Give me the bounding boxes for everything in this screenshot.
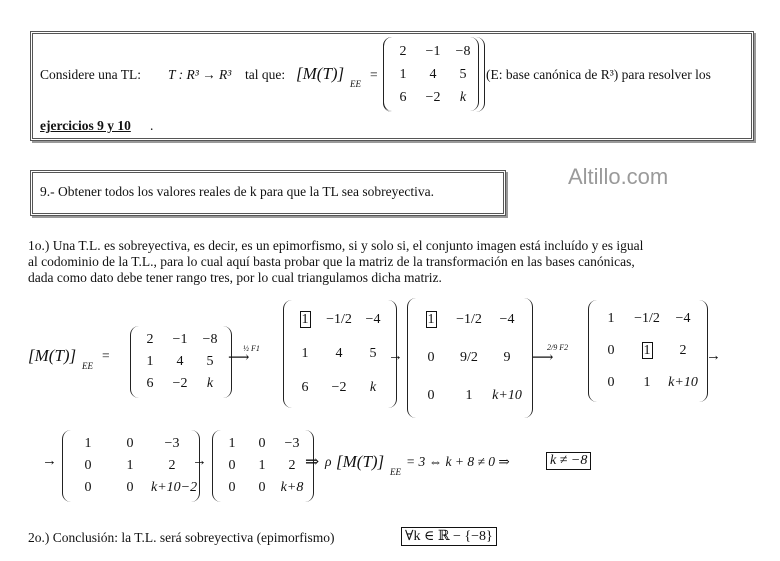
equals-sign: = — [370, 67, 378, 82]
m4-cell-2-0: 0 — [607, 375, 615, 390]
m5-cell-1-1: 1 — [126, 458, 134, 473]
m1-cell-0-2: −8 — [202, 332, 218, 347]
arrow-2: → — [388, 348, 403, 364]
m1-cell-0-0: 2 — [146, 332, 154, 347]
paragraph-line-3: dada como dato debe tener rango tres, por lo cual triangulamos dicha matriz. — [28, 270, 442, 285]
m3-cell-0-0: 1 — [427, 312, 435, 327]
m5-cell-0-0: 1 — [84, 436, 92, 451]
matrix_given-cell-1-2: 5 — [459, 66, 467, 82]
rho-symbol: ρ — [325, 454, 332, 469]
m5-cell-0-2: −3 — [164, 436, 180, 451]
matrix_given-cell-0-1: −1 — [425, 43, 441, 59]
m2-cell-1-0: 1 — [301, 346, 309, 361]
m3-cell-2-0: 0 — [427, 388, 435, 403]
m4-cell-1-1: 1 — [643, 343, 651, 358]
m3-cell-2-2: k+10 — [492, 388, 522, 403]
matrix_given-cell-0-2: −8 — [455, 43, 471, 59]
map-text: T : R³ → R³ — [168, 67, 232, 82]
m1-cell-1-2: 5 — [206, 354, 214, 369]
m3-cell-1-2: 9 — [503, 350, 511, 365]
implies-1: ⇒ — [305, 452, 320, 471]
m6-cell-0-0: 1 — [228, 436, 236, 451]
op1-label: ½ F1 — [243, 344, 260, 353]
m1-cell-1-0: 1 — [146, 354, 154, 369]
m6-cell-1-1: 1 — [258, 458, 266, 473]
subscript-ee-row1: EE — [82, 361, 93, 371]
matrix_given-cell-2-0: 6 — [399, 89, 407, 105]
m6-cell-0-2: −3 — [284, 436, 300, 451]
subscript-ee-rank: EE — [390, 467, 401, 477]
m2-cell-0-1: −1/2 — [326, 312, 352, 327]
period: . — [150, 118, 154, 133]
m1-cell-2-2: k — [206, 376, 214, 391]
matrix_given-cell-2-2: k — [459, 89, 467, 105]
intro-text: Considere una TL: — [40, 67, 141, 82]
arrow-3: ⟶ — [532, 350, 554, 366]
m5-cell-2-1: 0 — [126, 480, 134, 495]
m3-cell-1-0: 0 — [427, 350, 435, 365]
m4-cell-0-1: −1/2 — [634, 311, 660, 326]
arrow-5: → — [42, 453, 57, 469]
m6-cell-1-0: 0 — [228, 458, 236, 473]
m3-cell-0-2: −4 — [499, 312, 515, 327]
arrow-4: → — [706, 348, 721, 364]
m2-cell-0-2: −4 — [365, 312, 381, 327]
m1-cell-2-1: −2 — [172, 376, 188, 391]
m1-cell-0-1: −1 — [172, 332, 188, 347]
m2-cell-0-0: 1 — [301, 312, 309, 327]
m1-cell-1-1: 4 — [176, 354, 184, 369]
op2-label: 2/9 F2 — [547, 343, 569, 352]
m4-cell-0-2: −4 — [675, 311, 691, 326]
m6-cell-1-2: 2 — [288, 458, 296, 473]
m4-cell-1-0: 0 — [607, 343, 615, 358]
m3-cell-1-1: 9/2 — [460, 350, 478, 365]
m2-cell-2-0: 6 — [301, 380, 309, 395]
note-text: (E: base canónica de R³) para resolver los — [486, 67, 711, 82]
matrix_given-cell-1-1: 4 — [429, 66, 437, 82]
m2-cell-2-1: −2 — [331, 380, 347, 395]
matrix_given-cell-1-0: 1 — [399, 66, 407, 82]
matrix_given-cell-0-0: 2 — [399, 43, 407, 59]
such-that-text: tal que: — [245, 67, 286, 82]
matrix-label: [M(T)] — [296, 64, 345, 83]
answer-box-k: k ≠ −8 — [546, 452, 591, 470]
m4-cell-0-0: 1 — [607, 311, 615, 326]
m2-cell-2-2: k — [369, 380, 377, 395]
conclusion-text: 2o.) Conclusión: la T.L. será sobreyectiva (epimorfismo) — [28, 530, 335, 545]
paragraph-line-2: al codominio de la T.L., para lo cual aquí basta probar que la matriz de la transformación en las bases canónicas, — [28, 254, 635, 269]
matrix-label-row1: [M(T)] — [28, 346, 77, 365]
m4-cell-2-2: k+10 — [668, 375, 698, 390]
m5-cell-0-1: 0 — [126, 436, 134, 451]
paragraph-line-1: 1o.) Una T.L. es sobreyectiva, es decir, es un epimorfismo, si y solo si, el conjunto imagen está incluído y es igual — [28, 238, 644, 253]
matrix-label-rank: [M(T)] — [336, 452, 385, 471]
m2-cell-1-1: 4 — [335, 346, 343, 361]
m2-cell-1-2: 5 — [369, 346, 377, 361]
watermark-logo: Altillo.com — [568, 164, 669, 189]
m5-cell-1-0: 0 — [84, 458, 92, 473]
subscript-ee: EE — [350, 79, 361, 89]
arrow-6: → — [192, 453, 207, 469]
m6-cell-0-1: 0 — [258, 436, 266, 451]
m4-cell-1-2: 2 — [679, 343, 687, 358]
m6-cell-2-1: 0 — [258, 480, 266, 495]
exercises-ref: ejercicios 9 y 10 — [40, 118, 131, 133]
m5-cell-1-2: 2 — [168, 458, 176, 473]
rank-condition: = 3 ⇔ k + 8 ≠ 0 ⇒ — [406, 454, 510, 469]
m6-cell-2-2: k+8 — [280, 480, 304, 495]
conclusion-answer-box: ∀k ∈ ℝ − {−8} — [401, 527, 497, 546]
equals-row1: = — [102, 348, 110, 363]
exercise-title: 9.- Obtener todos los valores reales de k para que la TL sea sobreyectiva. — [40, 184, 434, 199]
m1-cell-2-0: 6 — [146, 376, 154, 391]
arrow-1: ⟶ — [228, 350, 250, 366]
m6-cell-2-0: 0 — [228, 480, 236, 495]
m3-cell-0-1: −1/2 — [456, 312, 482, 327]
m4-cell-2-1: 1 — [643, 375, 651, 390]
matrix_given-cell-2-1: −2 — [425, 89, 441, 105]
m5-cell-2-0: 0 — [84, 480, 92, 495]
m3-cell-2-1: 1 — [465, 388, 473, 403]
m5-cell-2-2: k+10−2 — [151, 480, 198, 495]
